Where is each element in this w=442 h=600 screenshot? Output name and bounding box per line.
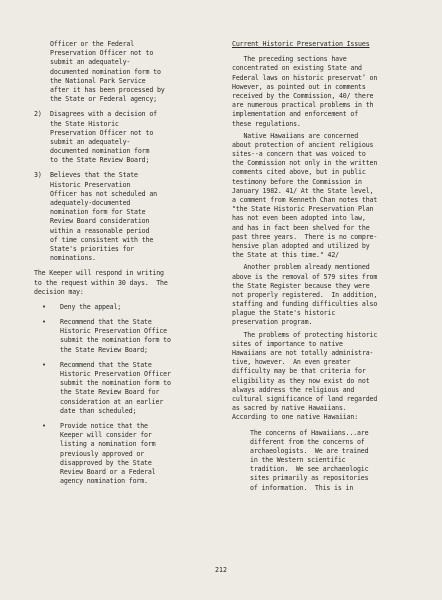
text-line: to the request within 30 days. The xyxy=(34,278,168,287)
text-line: tradition. We see archaeologic xyxy=(250,465,369,474)
text-line: submit the nomination form to xyxy=(60,336,171,345)
text-line: Recommend that the State xyxy=(60,360,152,369)
text-line: difficulty may be that criteria for xyxy=(232,367,366,376)
text-line: Historic Preservation xyxy=(50,180,131,189)
text-line: State's priorities for xyxy=(50,244,135,253)
text-line: to the State Review Board; xyxy=(50,156,150,165)
left-column xyxy=(34,40,222,486)
text-line: testimony before the Commission in xyxy=(232,177,362,186)
text-line: the State Review Board; xyxy=(60,345,148,354)
bullet-item xyxy=(34,422,222,486)
text-line: adequately-documented xyxy=(50,199,131,207)
text-line: Hawaiians are not totally administra- xyxy=(232,349,374,357)
block-quote xyxy=(232,429,422,493)
text-line: Keeper will consider for xyxy=(60,431,152,440)
text-line: the National Park Service xyxy=(50,76,146,85)
text-line: Believes that the State xyxy=(50,171,138,180)
text-line: submit the nomination form to xyxy=(60,379,171,388)
text-line: different from the concerns of xyxy=(250,437,365,446)
text-line: Provide notice that the xyxy=(60,421,148,430)
text-line: after it has been processed by xyxy=(50,85,165,94)
text-line: Native Hawaiians are concerned xyxy=(232,131,359,140)
text-line: above is the removal of 579 sites from xyxy=(232,272,378,281)
bullet-icon: • xyxy=(42,421,46,430)
text-line: a comment from Kenneth Chan notes that xyxy=(232,196,378,204)
text-line: Disagrees with a decision of xyxy=(50,110,157,119)
text-line: sites--a concern that was voiced to xyxy=(232,150,366,159)
paragraph xyxy=(232,263,422,327)
bullet-icon: • xyxy=(42,302,46,311)
text-line: not properly registered. In addition, xyxy=(232,290,378,299)
text-line: the State at this time." 42/ xyxy=(232,251,339,260)
text-line: nominations. xyxy=(50,254,96,263)
text-line: Preservation Officer not to xyxy=(50,49,154,58)
bullet-icon: • xyxy=(42,318,46,327)
text-line: always address the religious and xyxy=(232,385,355,394)
bullet-item xyxy=(34,303,222,312)
text-line: these regulations. xyxy=(232,119,301,128)
text-line: staffing and funding difficulties also xyxy=(232,300,378,309)
text-line: are numerous practical problems in th xyxy=(232,101,374,110)
text-line: of information. This is in xyxy=(250,483,354,492)
right-column xyxy=(232,40,422,493)
text-line: agency nomination form. xyxy=(60,477,148,486)
numbered-item xyxy=(34,171,222,263)
text-line: sites primarily as repositories xyxy=(250,474,369,483)
text-line: comments cited above, but in public xyxy=(232,168,366,177)
bullet-item xyxy=(34,361,222,416)
text-line: submit an adequately- xyxy=(50,58,131,67)
text-line: Review Board or a Federal xyxy=(60,467,156,476)
text-line: The Keeper will respond in writing xyxy=(34,269,164,278)
text-line: the State Review Board for xyxy=(60,388,160,397)
text-line: eligibility as they now exist do not xyxy=(232,376,370,385)
text-line: plague the State's historic xyxy=(232,309,336,318)
text-line: documented nomination form to xyxy=(50,67,161,76)
text-line: in the Western scientific xyxy=(250,456,346,465)
text-line: Historic Preservation Officer xyxy=(60,370,171,378)
text-line: of time consistent with the xyxy=(50,235,154,244)
text-line: listing a nomination form xyxy=(60,440,156,449)
text-line: hensive plan adopted and utilized by xyxy=(232,241,370,250)
text-line: tive, however. An even greater xyxy=(232,358,351,367)
text-line: previously approved or xyxy=(60,449,145,458)
text-line: preservation program. xyxy=(232,318,313,327)
bullet-icon: • xyxy=(42,360,46,369)
item-marker: 3) xyxy=(34,171,42,180)
text-line: nomination form for State xyxy=(50,208,146,217)
text-line: the State Register because they were xyxy=(232,281,370,290)
text-line: concentrated on existing State and xyxy=(232,64,362,73)
text-line: cultural significance of land regarded xyxy=(232,394,378,403)
intro-block xyxy=(34,40,222,104)
text-line: "the State Historic Preservation Plan xyxy=(232,205,374,214)
text-line: within a reasonable period xyxy=(50,226,150,235)
text-line: documented nomination form xyxy=(50,147,150,156)
section-heading: Current Historic Preservation Issues xyxy=(232,40,370,48)
text-line: about protection of ancient religious xyxy=(232,140,374,149)
bullet-item xyxy=(34,318,222,355)
text-line: the State or Federal agency; xyxy=(50,95,157,104)
text-line: as sacred by native Hawaiians. xyxy=(232,404,347,413)
item-marker: 2) xyxy=(34,110,42,119)
text-line: Preservation Officer not to xyxy=(50,128,154,137)
page-number: 212 xyxy=(215,566,227,574)
text-line: Officer or the Federal xyxy=(50,40,135,48)
paragraph xyxy=(232,55,422,129)
text-line: received by the Commission, 40/ there xyxy=(232,91,374,100)
text-line: According to one native Hawaiian: xyxy=(232,413,359,422)
text-line: archaeologists. We are trained xyxy=(250,446,369,455)
text-line: the Commission not only in the written xyxy=(232,159,378,168)
text-line: decision may: xyxy=(34,287,84,296)
numbered-item xyxy=(34,110,222,165)
text-line: and has in fact been shelved for the xyxy=(232,223,370,232)
text-line: consideration at an earlier xyxy=(60,397,164,406)
text-line: implementation and enforcement of xyxy=(232,110,359,119)
text-line: January 1982. 41/ At the State level, xyxy=(232,186,374,195)
text-line: submit an adequately- xyxy=(50,137,131,146)
text-line: date than scheduled; xyxy=(60,406,137,415)
text-line: disapproved by the State xyxy=(60,458,152,467)
paragraph xyxy=(232,132,422,261)
text-line: sites of importance to native xyxy=(232,339,343,348)
text-line: Another problem already mentioned xyxy=(232,263,370,272)
text-line: Recommend that the State xyxy=(60,318,152,327)
keeper-paragraph xyxy=(34,269,222,297)
text-line: Review Board consideration xyxy=(50,217,150,226)
text-line: Officer has not scheduled an xyxy=(50,189,157,198)
text-line: The concerns of Hawaiians...are xyxy=(250,428,369,437)
text-line: The problems of protecting historic xyxy=(232,330,378,339)
text-line: has not even been adopted into law, xyxy=(232,214,366,223)
text-line: The preceding sections have xyxy=(232,55,347,64)
text-line: However, as pointed out in comments xyxy=(232,82,366,91)
paragraph xyxy=(232,331,422,423)
text-line: past three years. There is no compre- xyxy=(232,232,378,241)
text-line: Historic Preservation Office xyxy=(60,327,167,336)
text-line: Federal laws on historic preservat’ on xyxy=(232,73,378,82)
text-line: Deny the appeal; xyxy=(60,302,122,311)
text-line: the State Historic xyxy=(50,119,119,128)
